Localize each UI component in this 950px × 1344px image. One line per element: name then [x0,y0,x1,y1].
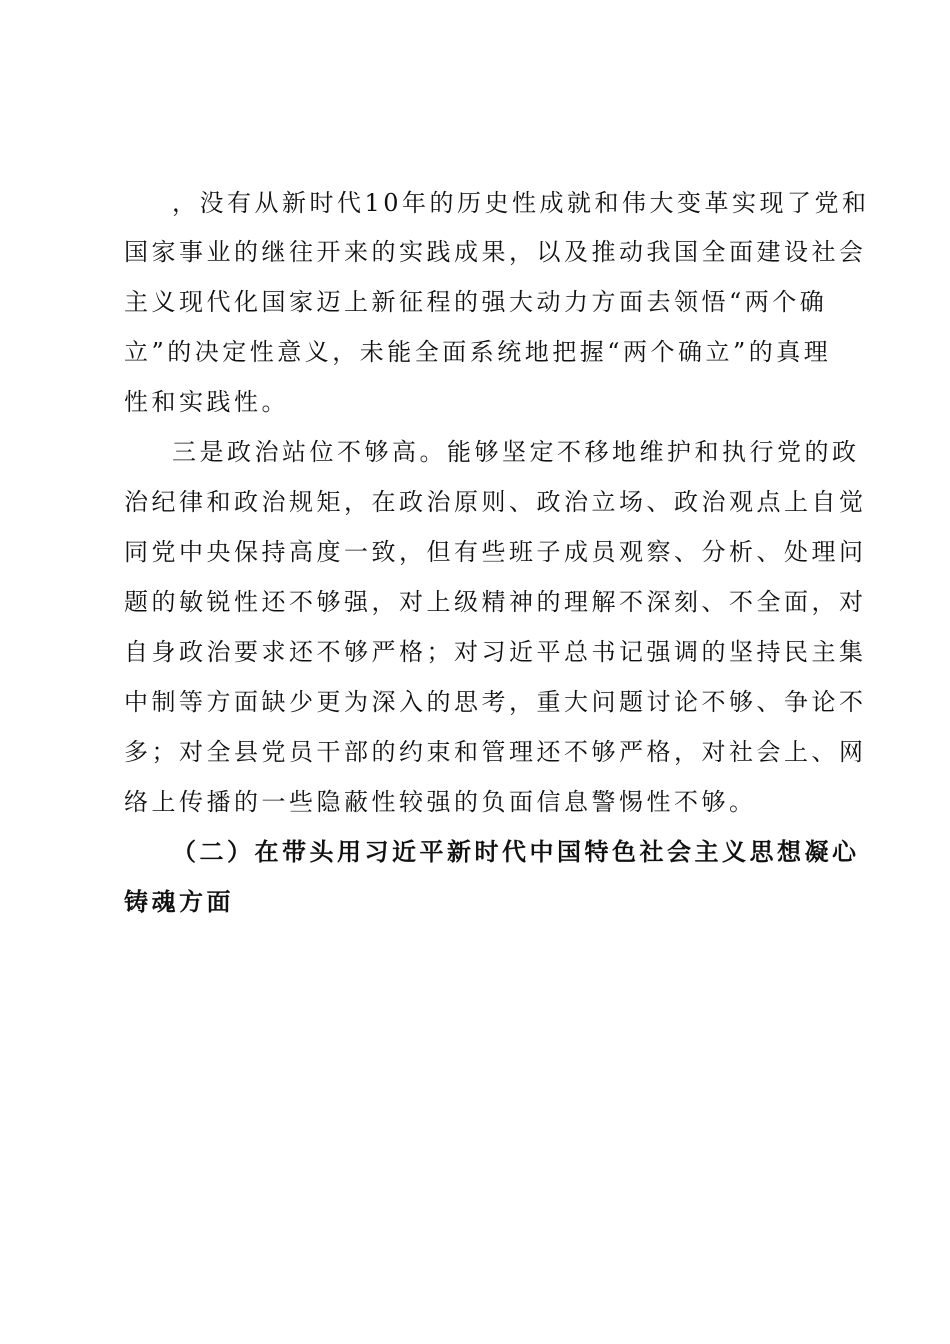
paragraph-1-line-2: 国家事业的继往开来的实践成果，以及推动我国全面建设社会 [124,238,867,266]
paragraph-2-line-4: 题的敏锐性还不够强，对上级精神的理解不深刻、不全面，对 [124,588,867,616]
paragraph-2-line-3: 同党中央保持高度一致，但有些班子成员观察、分析、处理问 [124,538,867,566]
paragraph-1-line-4: 立”的决定性意义，未能全面系统地把握“两个确立”的真理 [124,338,832,366]
paragraph-2-line-6: 中制等方面缺少更为深入的思考，重大问题讨论不够、争论不 [124,688,867,716]
paragraph-2-line-8: 络上传播的一些隐蔽性较强的负面信息警惕性不够。 [124,788,757,816]
paragraph-1-line-5: 性和实践性。 [124,388,289,416]
paragraph-2-line-1: 三是政治站位不够高。能够坚定不移地维护和执行党的政 [172,438,860,466]
paragraph-1-line-3: 主义现代化国家迈上新征程的强大动力方面去领悟“两个确 [124,288,828,316]
section-heading-line-1: （二）在带头用习近平新时代中国特色社会主义思想凝心 [172,838,860,866]
paragraph-1-line-1: ，没有从新时代10年的历史性成就和伟大变革实现了党和 [172,189,870,217]
paragraph-2-line-7: 多；对全县党员干部的约束和管理还不够严格，对社会上、网 [124,738,867,766]
section-heading-line-2: 铸魂方面 [124,888,234,916]
paragraph-2-line-5: 自身政治要求还不够严格；对习近平总书记强调的坚持民主集 [124,638,867,666]
paragraph-2-line-2: 治纪律和政治规矩，在政治原则、政治立场、政治观点上自觉 [124,488,867,516]
